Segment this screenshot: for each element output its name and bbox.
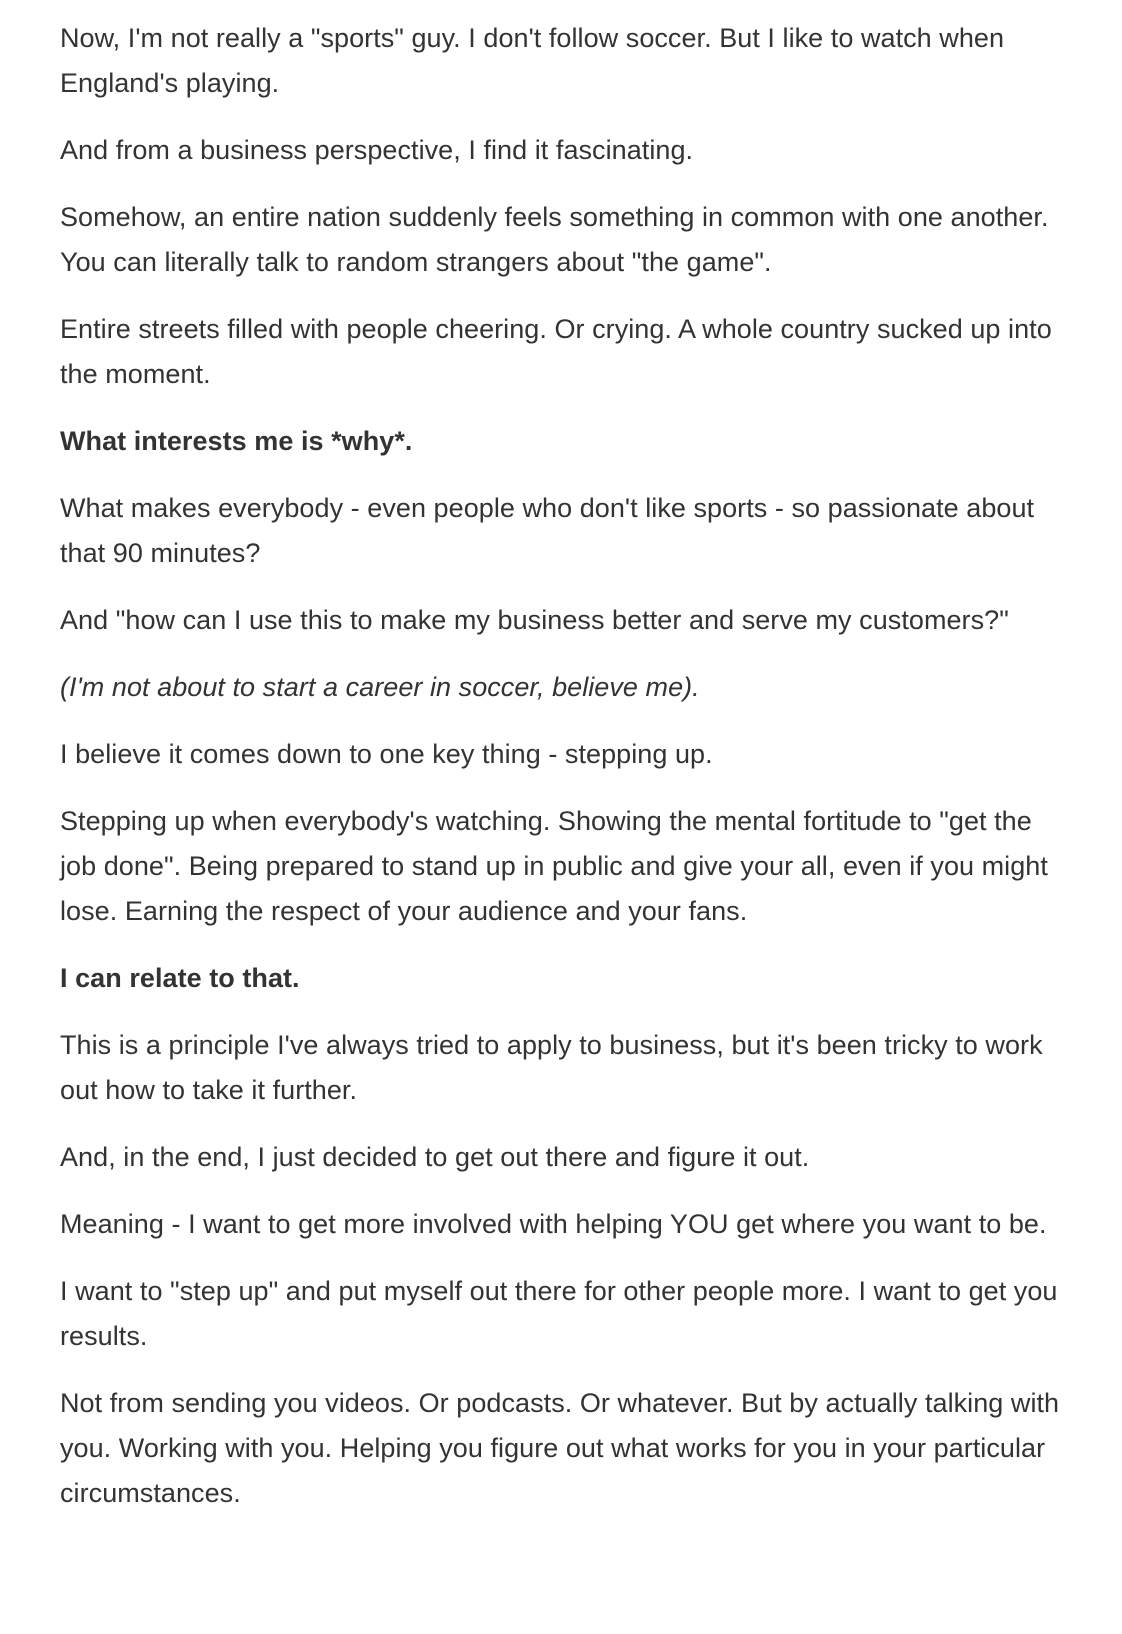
paragraph-business-perspective: And from a business perspective, I find it fascinating.: [60, 135, 694, 165]
paragraph-meaning: Meaning - I want to get more involved with helping YOU get where you want to be.: [60, 1209, 1047, 1239]
paragraph-intro: Now, I'm not really a "sports" guy. I don't follow soccer. But I like to watch when England's playing.: [60, 23, 1005, 98]
paragraph-decided: And, in the end, I just decided to get out there and figure it out.: [60, 1142, 810, 1172]
paragraph-nation: Somehow, an entire nation suddenly feels something in common with one another. You can literally talk to random strangers about "the game".: [60, 202, 1049, 277]
paragraph-principle: This is a principle I've always tried to apply to business, but it's been tricky to work out how to take it further.: [60, 1030, 1043, 1105]
paragraph-stepping-up: I believe it comes down to one key thing - stepping up.: [60, 739, 713, 769]
paragraph-passionate: What makes everybody - even people who don't like sports - so passionate about that 90 minutes?: [60, 493, 1035, 568]
paragraph-aside: (I'm not about to start a career in soccer, believe me).: [60, 672, 700, 702]
paragraph-streets: Entire streets filled with people cheering. Or crying. A whole country sucked up into the moment.: [60, 314, 1052, 389]
heading-relate: I can relate to that.: [60, 963, 300, 993]
paragraph-step-up: I want to "step up" and put myself out there for other people more. I want to get you results.: [60, 1276, 1058, 1351]
paragraph-watching: Stepping up when everybody's watching. Showing the mental fortitude to "get the job done". Being prepared to stand up in public and give your all, even if you might lose. Earning the respect of your audience and your fans.: [60, 806, 1048, 926]
paragraph-talking: Not from sending you videos. Or podcasts. Or whatever. But by actually talking with you. Working with you. Helping you figure out what works for you in your particular circumstances.: [60, 1388, 1060, 1508]
heading-why: What interests me is *why*.: [60, 426, 413, 456]
paragraph-business-question: And "how can I use this to make my business better and serve my customers?": [60, 605, 1009, 635]
